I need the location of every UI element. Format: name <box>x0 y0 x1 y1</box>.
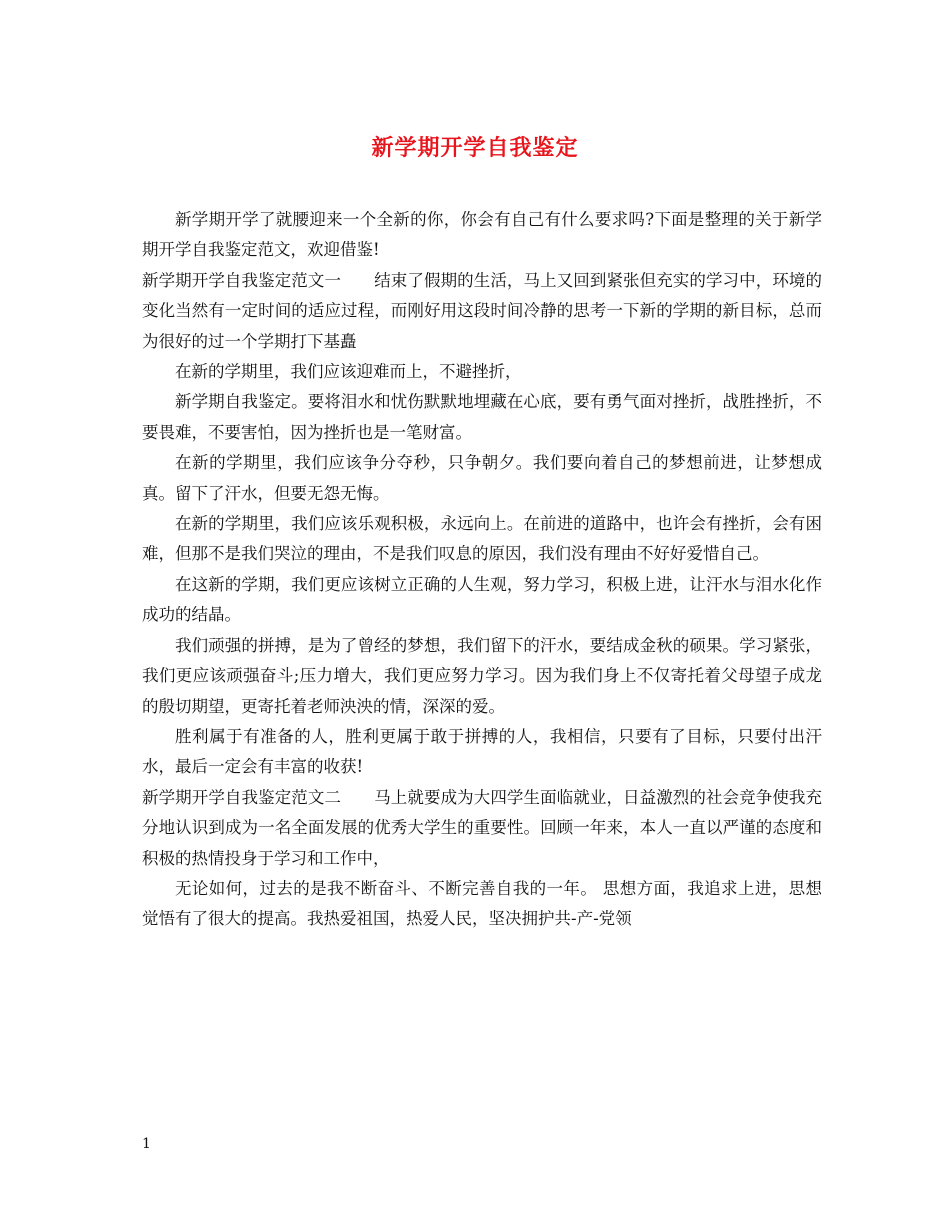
paragraph-sample-two-heading: 新学期开学自我鉴定范文二 马上就要成为大四学生面临就业，日益激烈的社会竞争使我充分地认识到成为一名全面发展的优秀大学生的重要性。回顾一年来，本人一直以严谨的态度和积极的热情投身于学习和工作中， <box>142 787 822 868</box>
paragraph: 在这新的学期，我们更应该树立正确的人生观，努力学习，积极上进，让汗水与泪水化作成功的结晶。 <box>142 574 822 625</box>
paragraph: 在新的学期里，我们应该乐观积极，永远向上。在前进的道路中，也许会有挫折，会有困难，但那不是我们哭泣的理由，不是我们叹息的原因，我们没有理由不好好爱惜自己。 <box>142 514 822 564</box>
paragraph: 在新的学期里，我们应该争分夺秒，只争朝夕。我们要向着自己的梦想前进，让梦想成真。留下了汗水，但要无怨无悔。 <box>142 453 822 503</box>
paragraph: 我们顽强的拼搏，是为了曾经的梦想，我们留下的汗水，要结成金秋的硕果。学习紧张，我们更应该顽强奋斗;压力增大，我们更应努力学习。因为我们身上不仅寄托着父母望子成龙的殷切期望，更寄托着老师泱泱的情，深深的爱。 <box>142 635 822 716</box>
paragraph: 新学期自我鉴定。要将泪水和忧伤默默地埋藏在心底，要有勇气面对挫折，战胜挫折，不要畏难，不要害怕，因为挫折也是一笔财富。 <box>142 392 822 442</box>
page-number: 1 <box>142 1136 151 1152</box>
paragraph: 无论如何，过去的是我不断奋斗、不断完善自我的一年。 思想方面，我追求上进，思想觉悟有了很大的提高。我热爱祖国，热爱人民，坚决拥护共-产-党领 <box>142 878 822 929</box>
paragraph-sample-one-heading: 新学期开学自我鉴定范文一 结束了假期的生活，马上又回到紧张但充实的学习中，环境的变化当然有一定时间的适应过程，而刚好用这段时间冷静的思考一下新的学期的新目标，总而为很好的过一个学期打下基矗 <box>142 270 822 351</box>
document-body <box>142 205 822 935</box>
document-title: 新学期开学自我鉴定 <box>371 135 579 161</box>
paragraph: 胜利属于有准备的人，胜利更属于敢于拼搏的人，我相信，只要有了目标，只要付出汗水，最后一定会有丰富的收获! <box>142 726 822 777</box>
paragraph: 在新的学期里，我们应该迎难而上，不避挫折， <box>175 362 522 382</box>
paragraph-intro: 新学期开学了就腰迎来一个全新的你，你会有自己有什么要求吗?下面是整理的关于新学期开学自我鉴定范文，欢迎借鉴! <box>142 210 822 260</box>
